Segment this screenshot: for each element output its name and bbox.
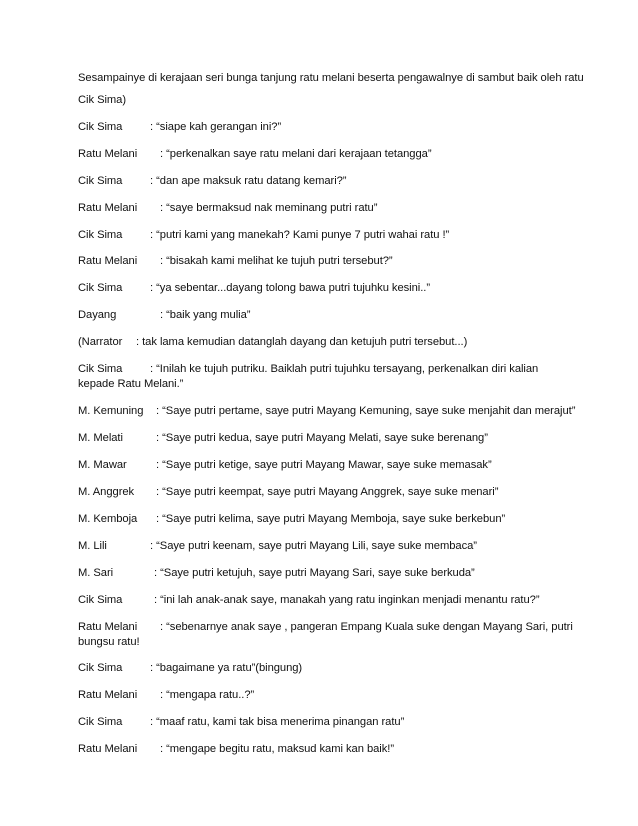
dialogue-text: : “ya sebentar...dayang tolong bawa putri tujuhku kesini..” <box>150 282 431 294</box>
speaker-name: Ratu Melani <box>78 255 138 267</box>
dialogue-text: : “Inilah ke tujuh putriku. Baiklah putri tujuhku tersayang, perkenalkan diri kalian <box>150 363 539 375</box>
dialogue-text: : “siape kah gerangan ini?” <box>150 121 282 133</box>
speaker-name: Cik Sima <box>78 716 123 728</box>
dialogue-text: : “Saye putri ketige, saye putri Mayang Mawar, saye suke memasak” <box>156 459 492 471</box>
dialogue-text: : “Saye putri ketujuh, saye putri Mayang Sari, saye suke berkuda” <box>154 567 475 579</box>
dialogue-text: : “mengape begitu ratu, maksud kami kan baik!” <box>160 743 394 755</box>
speaker-name: Ratu Melani <box>78 743 138 755</box>
dialogue-continuation: bungsu ratu! <box>78 636 140 648</box>
dialogue-continuation: kepade Ratu Melani.” <box>78 378 184 390</box>
dialogue-text: : “Saye putri kelima, saye putri Mayang Memboja, saye suke berkebun” <box>156 513 506 525</box>
speaker-name: M. Lili <box>78 540 107 552</box>
speaker-name: Dayang <box>78 309 117 321</box>
speaker-name: Ratu Melani <box>78 689 138 701</box>
speaker-name: Cik Sima <box>78 175 123 187</box>
speaker-name: M. Mawar <box>78 459 127 471</box>
speaker-name: (Narrator <box>78 336 123 348</box>
dialogue-text: : “baik yang mulia” <box>160 309 251 321</box>
dialogue-text: : “bagaimane ya ratu”(bingung) <box>150 662 303 674</box>
speaker-name: Cik Sima <box>78 229 123 241</box>
intro-line: Cik Sima) <box>78 94 127 106</box>
dialogue-text: : “perkenalkan saye ratu melani dari kerajaan tetangga” <box>160 148 432 160</box>
dialogue-text: : “dan ape maksuk ratu datang kemari?” <box>150 175 347 187</box>
dialogue-text: : tak lama kemudian datanglah dayang dan ketujuh putri tersebut...) <box>136 336 468 348</box>
speaker-name: Ratu Melani <box>78 148 138 160</box>
dialogue-text: : “maaf ratu, kami tak bisa menerima pinangan ratu” <box>150 716 405 728</box>
intro-line: Sesampainye di kerajaan seri bunga tanjung ratu melani beserta pengawalnye di sambut baik oleh ratu <box>78 72 584 84</box>
speaker-name: Ratu Melani <box>78 621 138 633</box>
dialogue-text: : “Saye putri kedua, saye putri Mayang Melati, saye suke berenang” <box>156 432 488 444</box>
speaker-name: M. Kemuning <box>78 405 144 417</box>
speaker-name: Cik Sima <box>78 282 123 294</box>
dialogue-text: : “ini lah anak-anak saye, manakah yang ratu inginkan menjadi menantu ratu?” <box>154 594 540 606</box>
speaker-name: M. Kemboja <box>78 513 138 525</box>
speaker-name: Cik Sima <box>78 594 123 606</box>
dialogue-text: : “Saye putri keempat, saye putri Mayang Anggrek, saye suke menari” <box>156 486 499 498</box>
dialogue-text: : “mengapa ratu..?” <box>160 689 255 701</box>
speaker-name: Ratu Melani <box>78 202 138 214</box>
dialogue-text: : “Saye putri pertame, saye putri Mayang Kemuning, saye suke menjahit dan merajut” <box>156 405 576 417</box>
dialogue-text: : “saye bermaksud nak meminang putri ratu” <box>160 202 378 214</box>
speaker-name: M. Anggrek <box>78 486 135 498</box>
dialogue-text: : “bisakah kami melihat ke tujuh putri tersebut?” <box>160 255 393 267</box>
speaker-name: M. Melati <box>78 432 123 444</box>
speaker-name: M. Sari <box>78 567 114 579</box>
dialogue-text: : “sebenarnye anak saye , pangeran Empang Kuala suke dengan Mayang Sari, putri <box>160 621 573 633</box>
speaker-name: Cik Sima <box>78 363 123 375</box>
dialogue-text: : “Saye putri keenam, saye putri Mayang Lili, saye suke membaca” <box>150 540 477 552</box>
speaker-name: Cik Sima <box>78 121 123 133</box>
speaker-name: Cik Sima <box>78 662 123 674</box>
dialogue-text: : “putri kami yang manekah? Kami punye 7 putri wahai ratu !” <box>150 229 450 241</box>
